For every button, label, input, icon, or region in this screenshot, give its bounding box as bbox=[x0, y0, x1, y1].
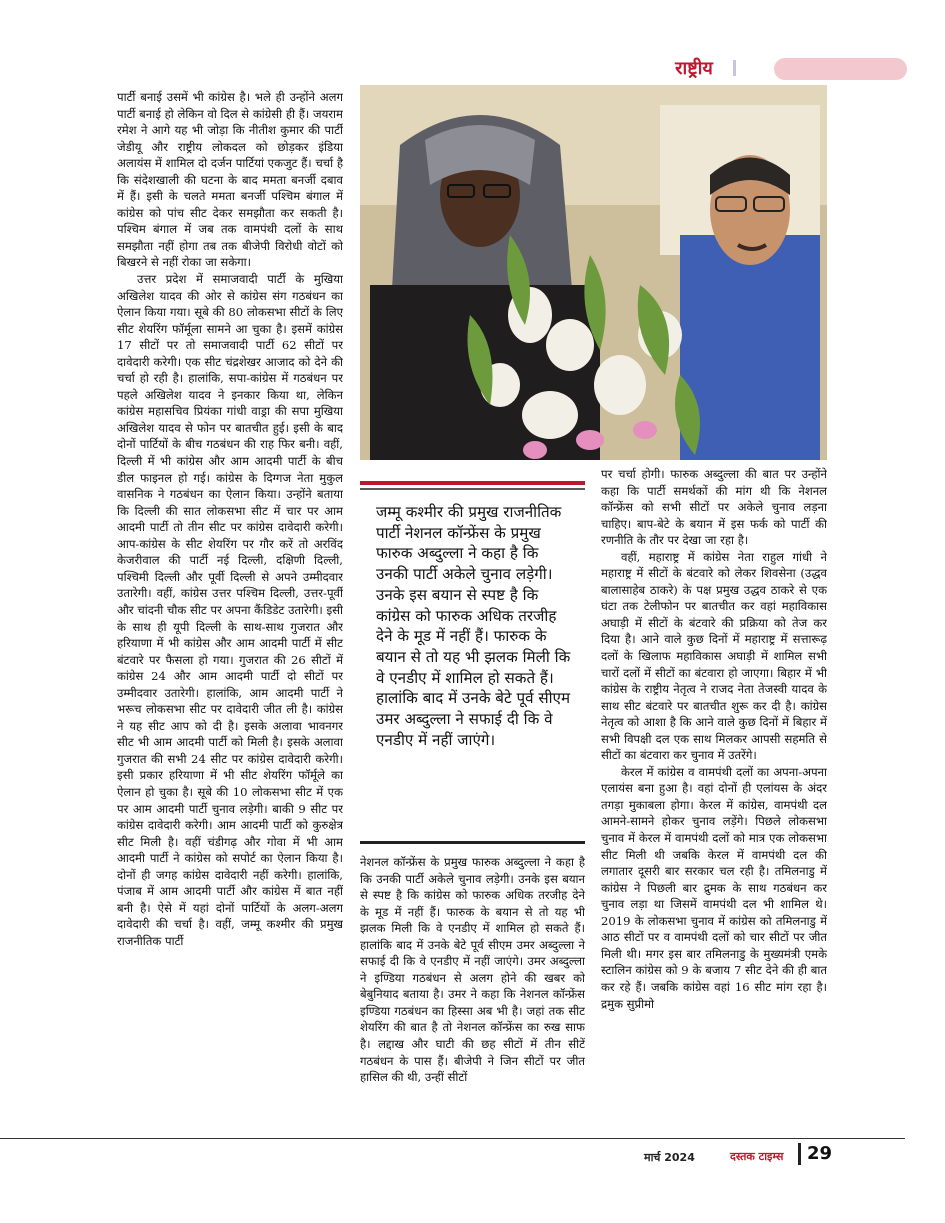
section-pill bbox=[774, 58, 907, 80]
paragraph: केरल में कांग्रेस व वामपंथी दलों का अपना-अपना एलायंस बना हुआ है। वहां दोनों ही एलांयस के अंदर तगड़ा मुकाबला होगा। केरल में कांग्रेस, वामपंथी दल आमने-सामने होकर चुनाव लड़ेंगे। पिछले लोकसभा चुनाव में केरल में वामपंथी दलों को मात्र एक लोकसभा सीट मिली थी जबकि केरल में वामपंथी दल की लगातार दूसरी बार सरकार चल रही है। तमिलनाडु में कांग्रेस ने पिछली बार द्रुमक के साथ गठबंधन कर चुनाव लड़ा था जिसमें वामपंथी दल भी शामिल थे। 2019 के लोकसभा चुनाव में कांग्रेस को तमिलनाडु में आठ सीटों पर व वामपंथी दलों को चार सीटों पर जीत मिली थी। मगर इस बार तमिलनाडु के मुख्यमंत्री एमके स्टालिन कांग्रेस को 9 के बजाय 7 सीट देने की ही बात कर रहे हैं। जबकि कांग्रेस वहां 16 सीट मांग रहा है। द्रमुक सुप्रीमो bbox=[601, 764, 827, 1011]
pull-quote-text: जम्मू कश्मीर की प्रमुख राजनीतिक पार्टी नेशनल कॉन्फ्रेंस के प्रमुख फारुक अब्दुल्ला ने कहा है कि उनकी पार्टी अकेले चुनाव लड़ेगी। उनके इस बयान से स्पष्ट है कि कांग्रेस को फारुक अधिक तरजीह देने के मूड में नहीं हैं। फारुक के बयान से तो यह भी झलक मिली कि वे एनडीए में शामिल हो सकते हैं। हालांकि बाद में उनके बेटे पूर्व सीएम उमर अब्दुल्ला ने सफाई दी कि वे एनडीए में नहीं जाएंगे। bbox=[376, 503, 571, 749]
paragraph: पार्टी बनाई उसमें भी कांग्रेस है। भले ही उन्होंने अलग पार्टी बनाई हो लेकिन वो दिल से कांग्रेसी ही हैं। जयराम रमेश ने आगे यह भी जोड़ा कि नीतीश कुमार की पार्टी जेडीयू और राष्ट्रीय लोकदल को छोड़कर इंडिया अलायंस में शामिल दो दर्जन पार्टियां एकजुट हैं। चर्चा है कि संदेशखाली की घटना के बाद ममता बनर्जी दबाव में हैं। इसी के चलते ममता बनर्जी पश्चिम बंगाल में कांग्रेस को पांच सीट देकर समझौता कर सकती है। पश्चिम बंगाल में जब तक वामपंथी दलों के साथ समझौता नहीं होगा तब तक बीजेपी विरोधी वोटों को बिखरने से नहीं रोका जा सकेगा। bbox=[117, 90, 343, 270]
footer-magazine-logo: दस्तक टाइम्स bbox=[730, 1150, 784, 1163]
footer-issue-date: मार्च 2024 bbox=[644, 1151, 695, 1164]
article-column-3 bbox=[601, 466, 827, 1130]
article-column-2 bbox=[360, 854, 585, 1130]
section-divider bbox=[733, 60, 736, 76]
pull-quote-rule bbox=[360, 488, 585, 490]
article-photo bbox=[360, 85, 827, 460]
pull-quote bbox=[376, 502, 574, 750]
footer-rule bbox=[0, 1138, 905, 1139]
section-tag: राष्ट्रीय bbox=[675, 58, 713, 79]
pull-quote-rule-red bbox=[360, 481, 585, 485]
page-number: 29 bbox=[807, 1143, 833, 1164]
paragraph: पर चर्चा होगी। फारुक अब्दुल्ला की बात पर उन्होंने कहा कि पार्टी समर्थकों की मांग थी कि नेशनल कॉन्फ्रेंस को सभी सीटों पर अकेले चुनाव लड़ना चाहिए। बाप-बेटे के बयान में इस फर्क को पार्टी की रणनीति के तौर पर देखा जा रहा है। bbox=[601, 467, 827, 548]
paragraph: वहीं, महाराष्ट्र में कांग्रेस नेता राहुल गांधी ने महाराष्ट्र में सीटों के बंटवारे को लेकर शिवसेना (उद्धव बालासाहेब ठाकरे) के पक्ष प्रमुख उद्धव ठाकरे से एक घंटा तक टेलीफोन पर बातचीत कर वहां महाविकास अघाड़ी में सीटों के बंटवारे की प्रक्रिया को तेज कर दिया है। आने वाले कुछ दिनों में महाराष्ट्र में सत्तारूढ़ दलों के खिलाफ महाविकास अघाड़ी में शामिल सभी चारों दलों में सीटों का बंटवारा हो जाएगा। बिहार में भी कांग्रेस के राष्ट्रीय नेतृत्व ने राजद नेता तेजस्वी यादव के साथ सीट बंटवारे पर बातचीत शुरू कर दी है। कांग्रेस नेतृत्व को आशा है कि आने वाले कुछ दिनों में बिहार में सभी विपक्षी दल एक साथ मिलकर आपसी सहमति से सीटों का बंटवारा कर चुनाव में उतरेंगे। bbox=[601, 549, 827, 763]
article-column-1 bbox=[117, 89, 343, 1129]
pull-quote-rule-bottom bbox=[360, 841, 585, 844]
footer-divider bbox=[798, 1143, 801, 1165]
paragraph: उत्तर प्रदेश में समाजवादी पार्टी के मुखिया अखिलेश यादव की ओर से कांग्रेस संग गठबंधन का ऐलान किया गया। सूबे की 80 लोकसभा सीटों के लिए सीट शेयरिंग फॉर्मूला सामने आ चुका है। इसमें कांग्रेस 17 सीटों पर तो समाजवादी पार्टी 62 सीटों पर दावेदारी करेगी। एक सीट चंद्रशेखर आजाद को देने की चर्चा हो रही है। हालांकि, सपा-कांग्रेस में गठबंधन पर पहले अखिलेश यादव ने इनकार किया था, लेकिन कांग्रेस महासचिव प्रियंका गांधी वाड्रा की सपा मुखिया अखिलेश यादव से फोन पर बातचीत हुई। इसी के बाद दोनों पार्टियों के बीच गठबंधन की राह फिर बनी। वहीं, दिल्ली में भी कांग्रेस और आम आदमी पार्टी के बीच डील फाइनल हो गई। कांग्रेस के दिग्गज नेता मुकुल वासनिक ने गठबंधन का ऐलान किया। उन्होंने बताया कि दिल्ली की सात लोकसभा सीट में चार पर आम आदमी पार्टी तो तीन सीट पर कांग्रेस दावेदारी करेगी। आप-कांग्रेस के सीट शेयरिंग पर गौर करें तो अरविंद केजरीवाल की पार्टी नई दिल्ली, दक्षिणी दिल्ली, पश्चिमी दिल्ली और पूर्वी दिल्ली से अपने उम्मीदवार उतारेगी। वहीं, कांग्रेस उत्तर पश्चिम दिल्ली, उत्तर-पूर्वी और चांदनी चौक सीट पर अपना कैंडिडेट उतारेगी। इसी के साथ ही यूपी दिल्ली के साथ-साथ गुजरात और हरियाणा में भी कांग्रेस और आम आदमी पार्टी में सीट बंटवारे पर फैसला हो गया। गुजरात की 26 सीटों में कांग्रेस 24 और आम आदमी पार्टी दो सीटों पर उम्मीदवार उतारेगी। हालांकि, आम आदमी पार्टी ने भरूच लोकसभा सीट पर दावेदारी जीत ली है। कांग्रेस ने यह सीट आप को दी है। इसके अलावा भावनगर सीट भी आम आदमी पार्टी को मिली है। इसके अलावा गुजरात की सभी 24 सीट पर कांग्रेस दावेदारी करेगी। इसी प्रकार हरियाणा में भी सीट शेयरिंग फॉर्मूले का ऐलान हो चुका है। सूबे की 10 लोकसभा सीट में एक पर आम आदमी पार्टी चुनाव लड़ेगी। बाकी 9 सीट पर कांग्रेस दावेदारी करेगी। आम आदमी पार्टी को कुरुक्षेत्र सीट मिली है। वहीं चंडीगढ़ और गोवा में भी आम आदमी पार्टी ने कांग्रेस को सपोर्ट का ऐलान किया है। दोनों ही जगह कांग्रेस दावेदारी नहीं करेगी। हालांकि, पंजाब में आम आदमी पार्टी और कांग्रेस में बात नहीं बनी है। ऐसे में यहां दोनों पार्टियों के अलग-अलग दावेदारी की चर्चा है। वहीं, जम्मू कश्मीर की प्रमुख राजनीतिक पार्टी bbox=[117, 272, 343, 948]
paragraph: नेशनल कॉन्फ्रेंस के प्रमुख फारुक अब्दुल्ला ने कहा है कि उनकी पार्टी अकेले चुनाव लड़ेगी। उनके इस बयान से स्पष्ट है कि कांग्रेस को फारुक अधिक तरजीह देने के मूड में नहीं हैं। फारुक के बयान से तो यह भी झलक मिली कि वे एनडीए में शामिल हो सकते हैं। हालांकि बाद में उनके बेटे पूर्व सीएम उमर अब्दुल्ला ने सफाई दी कि वे एनडीए में नहीं जाएंगे। उमर अब्दुल्ला ने इण्डिया गठबंधन से अलग होने की खबर को बेबुनियाद बताया है। उमर ने कहा कि नेशनल कॉन्फ्रेंस इण्डिया गठबंधन का हिस्सा अब भी है। जहां तक सीट शेयरिंग की बात है तो नेशनल कॉन्फ्रेंस का रुख साफ है। लद्दाख और घाटी की छह सीटों में तीन सीटें गठबंधन के पास हैं। बीजेपी ने जिन सीटों पर जीत हासिल की थी, उन्हीं सीटों bbox=[360, 855, 585, 1085]
